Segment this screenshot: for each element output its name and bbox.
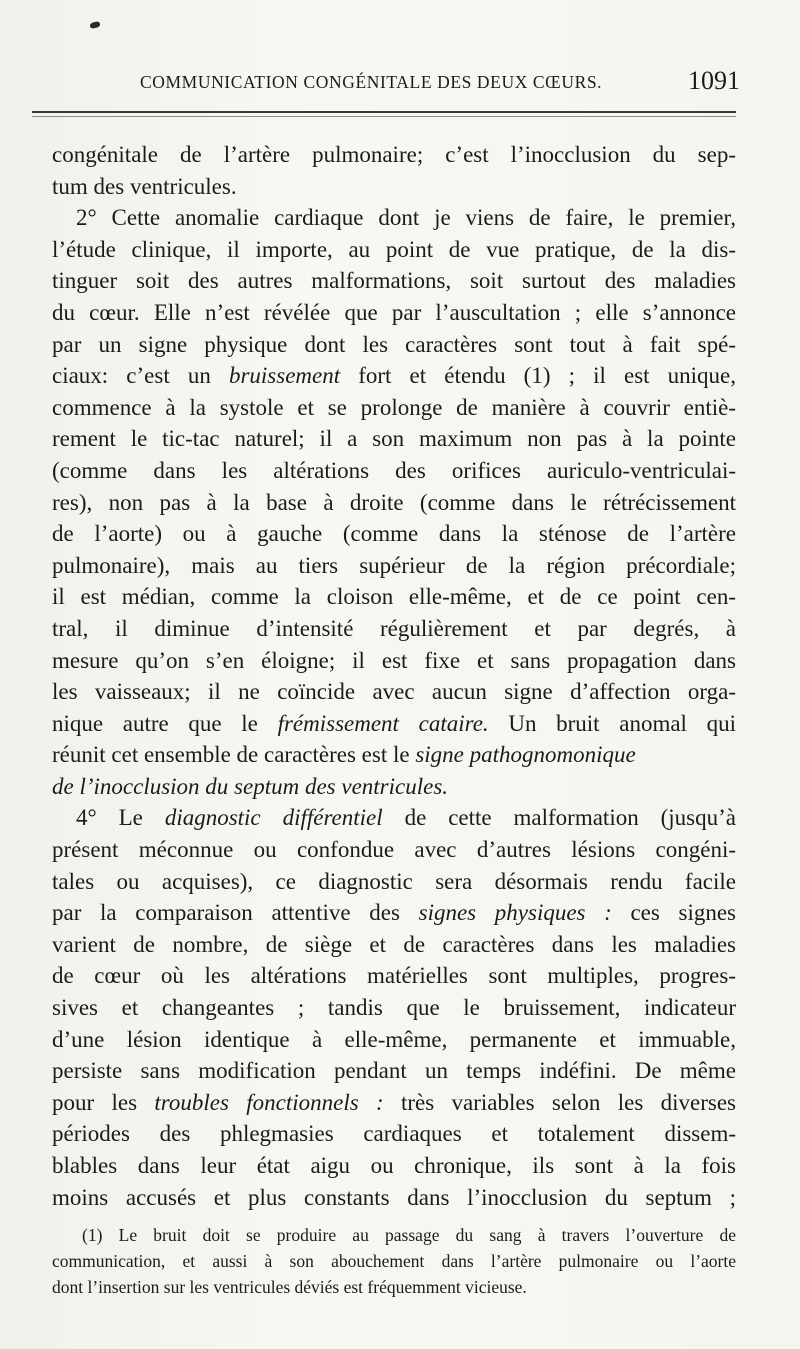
text-line bbox=[52, 581, 736, 613]
line-text: commence à la systole et se prolonge de manière à couvrir entiè- bbox=[52, 394, 736, 420]
text-line bbox=[52, 676, 736, 708]
line-text: 2° Cette anomalie cardiaque dont je viens de faire, le premier, bbox=[76, 205, 736, 231]
text-line bbox=[52, 802, 736, 834]
text-line bbox=[52, 960, 736, 992]
text-line bbox=[52, 1024, 736, 1056]
body-text bbox=[52, 139, 736, 1213]
text-line bbox=[52, 455, 736, 487]
line-text: pulmonaire), mais au tiers supérieur de la région précordiale; bbox=[52, 552, 736, 578]
italic-phrase: signe pathognomonique bbox=[415, 742, 636, 768]
line-text: tinguer soit des autres malformations, soit surtout des maladies bbox=[52, 268, 736, 294]
text-line bbox=[52, 392, 736, 424]
running-head bbox=[140, 66, 740, 98]
text-line bbox=[52, 1182, 736, 1214]
text-line bbox=[52, 1118, 736, 1150]
line-text: blables dans leur état aigu ou chronique, ils sont à la fois bbox=[52, 1153, 736, 1178]
text-line bbox=[52, 423, 736, 455]
line-text: 4° Le bbox=[76, 805, 165, 831]
text-line bbox=[52, 1055, 736, 1087]
line-text: de cette malformation (jusqu’à bbox=[382, 805, 736, 831]
text-line bbox=[52, 518, 736, 550]
line-text: sives et changeantes ; tandis que le bruissement, indicateur bbox=[52, 995, 736, 1021]
line-text: il est médian, comme la cloison elle-même, et de ce point cen- bbox=[52, 584, 736, 610]
text-line bbox=[52, 771, 736, 803]
line-text: (comme dans les altérations des orifices auriculo-ventriculai- bbox=[52, 457, 736, 483]
text-line bbox=[52, 139, 736, 171]
text-line bbox=[52, 550, 736, 582]
italic-phrase: bruissement bbox=[228, 363, 341, 389]
text-line bbox=[52, 708, 736, 740]
text-line bbox=[52, 739, 736, 771]
text-line bbox=[52, 992, 736, 1024]
italic-phrase: diagnostic différentiel bbox=[164, 805, 383, 831]
footnote bbox=[52, 1222, 736, 1300]
running-title: COMMUNICATION CONGÉNITALE DES DEUX CŒURS. bbox=[140, 72, 603, 92]
italic-phrase: signes physiques : bbox=[418, 900, 612, 926]
line-text: mesure qu’on s’en éloigne; il est fixe et sans propagation dans bbox=[52, 647, 736, 673]
line-text: réunit cet ensemble de caractères est le bbox=[52, 742, 416, 768]
line-text: tum des ventricules. bbox=[52, 173, 237, 199]
text-line bbox=[52, 487, 736, 519]
line-text: les vaisseaux; il ne coïncide avec aucun signe d’affection orga- bbox=[52, 679, 736, 705]
italic-phrase: de l’inocclusion du septum des ventricules. bbox=[52, 773, 449, 799]
text-line bbox=[52, 929, 736, 961]
italic-phrase: troubles fonctionnels : bbox=[154, 1089, 384, 1115]
header-rule bbox=[32, 111, 736, 113]
line-text: ciaux: c’est un bbox=[52, 363, 229, 389]
line-text: l’étude clinique, il importe, au point de vue pratique, de la dis- bbox=[52, 236, 736, 262]
text-line bbox=[52, 265, 736, 297]
line-text: d’une lésion identique à elle-même, permanente et immuable, bbox=[52, 1026, 736, 1052]
line-text: nique autre que le bbox=[52, 710, 278, 736]
line-text: tral, il diminue d’intensité régulièrement et par degrés, à bbox=[52, 615, 736, 641]
line-text: par un signe physique dont les caractères sont tout à fait spé- bbox=[52, 331, 736, 357]
italic-phrase: frémissement cataire. bbox=[277, 710, 489, 736]
line-text: rement le tic-tac naturel; il a son maximum non pas à la pointe bbox=[52, 426, 736, 452]
text-line bbox=[52, 834, 736, 866]
ink-speck bbox=[89, 21, 100, 29]
text-line bbox=[52, 613, 736, 645]
text-line bbox=[52, 297, 736, 329]
line-text: Un bruit anomal qui bbox=[488, 710, 736, 736]
footnote-line: (1) Le bruit doit se produire au passage du sang à travers l’ouverture de bbox=[82, 1225, 736, 1245]
line-text: congénitale de l’artère pulmonaire; c’est l’inocclusion du sep- bbox=[52, 142, 736, 167]
line-text: par la comparaison attentive des bbox=[52, 900, 419, 926]
line-text: varient de nombre, de siège et de caractères dans les maladies bbox=[52, 931, 736, 957]
line-text: présent méconnue ou confondue avec d’autres lésions congéni- bbox=[52, 837, 736, 863]
text-line bbox=[52, 645, 736, 677]
line-text: persiste sans modification pendant un temps indéfini. De même bbox=[52, 1058, 736, 1084]
line-text: moins accusés et plus constants dans l’inocclusion du septum ; bbox=[52, 1184, 736, 1210]
line-text: périodes des phlegmasies cardiaques et totalement dissem- bbox=[52, 1121, 736, 1147]
text-line bbox=[52, 360, 736, 392]
page-number: 1091 bbox=[688, 66, 740, 95]
line-text: res), non pas à la base à droite (comme dans le rétrécissement bbox=[52, 489, 736, 515]
text-line bbox=[52, 897, 736, 929]
line-text: ces signes bbox=[611, 900, 736, 926]
footnote-line: dont l’insertion sur les ventricules déviés est fréquemment vicieuse. bbox=[52, 1277, 527, 1297]
footnote-line: communication, et aussi à son abouchement dans l’artère pulmonaire ou l’aorte bbox=[52, 1251, 736, 1271]
line-text: de l’aorte) ou à gauche (comme dans la sténose de l’artère bbox=[52, 521, 736, 547]
line-text: du cœur. Elle n’est révélée que par l’auscultation ; elle s’annonce bbox=[52, 299, 736, 325]
text-line bbox=[52, 171, 736, 203]
line-text: tales ou acquises), ce diagnostic sera désormais rendu facile bbox=[52, 868, 736, 894]
line-text: pour les bbox=[52, 1089, 155, 1115]
text-line bbox=[52, 234, 736, 266]
text-line bbox=[52, 202, 736, 234]
text-line bbox=[52, 329, 736, 361]
text-line bbox=[52, 1150, 736, 1182]
line-text: très variables selon les diverses bbox=[383, 1089, 736, 1115]
line-text: de cœur où les altérations matérielles sont multiples, progres- bbox=[52, 963, 736, 989]
text-line bbox=[52, 866, 736, 898]
header-rule-thin bbox=[32, 116, 736, 117]
text-line bbox=[52, 1087, 736, 1119]
line-text: fort et étendu (1) ; il est unique, bbox=[340, 363, 736, 389]
